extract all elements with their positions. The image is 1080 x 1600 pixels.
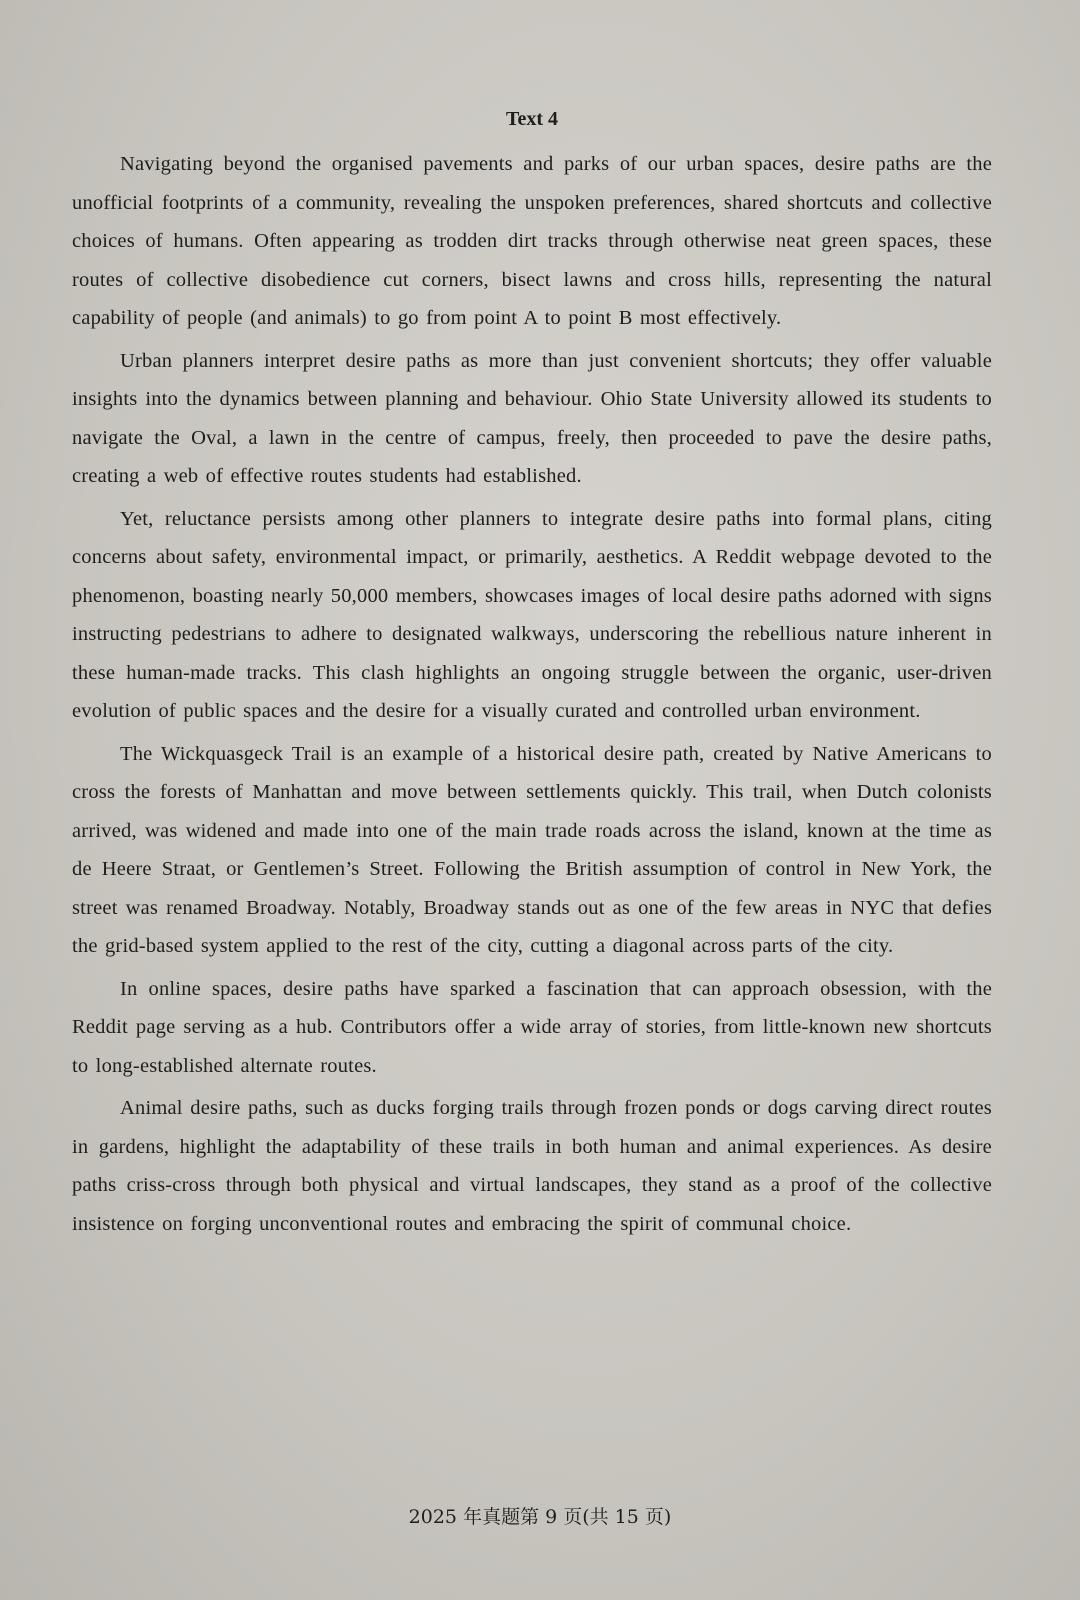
paragraph-5: In online spaces, desire paths have sparked a fascination that can approach obsession, with the Reddit page serving as a hub. Contributors offer a wide array of stories, from little-known new shortcuts to long-established alternate routes. [72, 977, 992, 1077]
paragraph-4: The Wickquasgeck Trail is an example of a historical desire path, created by Native Americans to cross the forests of Manhattan and move between settlements quickly. This trail, when Dutch colonists arrived, was widened and made into one of the main trade roads across the island, known at the time as de Heere Straat, or Gentlemen’s Street. Following the British assumption of control in New York, the street was renamed Broadway. Notably, Broadway stands out as one of the few areas in NYC that defies the grid-based system applied to the rest of the city, cutting a diagonal across parts of the city. [72, 742, 992, 957]
paragraph-6: Animal desire paths, such as ducks forging trails through frozen ponds or dogs carving direct routes in gardens, highlight the adaptability of these trails in both human and animal experiences. As desire paths criss-cross through both physical and virtual landscapes, they stand as a proof of the collective insistence on forging unconventional routes and embracing the spirit of communal choice. [72, 1097, 992, 1235]
paragraph-3: Yet, reluctance persists among other planners to integrate desire paths into formal plans, citing concerns about safety, environmental impact, or primarily, aesthetics. A Reddit webpage devoted to the phenomenon, boasting nearly 50,000 members, showcases images of local desire paths adorned with signs instructing pedestrians to adhere to designated walkways, underscoring the rebellious nature inherent in these human-made tracks. This clash highlights an ongoing struggle between the organic, user-driven evolution of public spaces and the desire for a visually curated and controlled urban environment. [72, 507, 992, 722]
section-title: Text 4 [505, 108, 559, 130]
paragraph-2: Urban planners interpret desire paths as more than just convenient shortcuts; they offer valuable insights into the dynamics between planning and behaviour. Ohio State University allowed its students to navigate the Oval, a lawn in the centre of campus, freely, then proceeded to pave the desire paths, creating a web of effective routes students had established. [72, 349, 992, 487]
document-page [72, 108, 992, 1247]
page-footer: 2025 年真题第 9 页(共 15 页) [408, 1506, 672, 1528]
paragraph-1: Navigating beyond the organised pavements and parks of our urban spaces, desire paths are the unofficial footprints of a community, revealing the unspoken preferences, shared shortcuts and collective choices of humans. Often appearing as trodden dirt tracks through otherwise neat green spaces, these routes of collective disobedience cut corners, bisect lawns and cross hills, representing the natural capability of people (and animals) to go from point A to point B most effectively. [72, 153, 992, 329]
